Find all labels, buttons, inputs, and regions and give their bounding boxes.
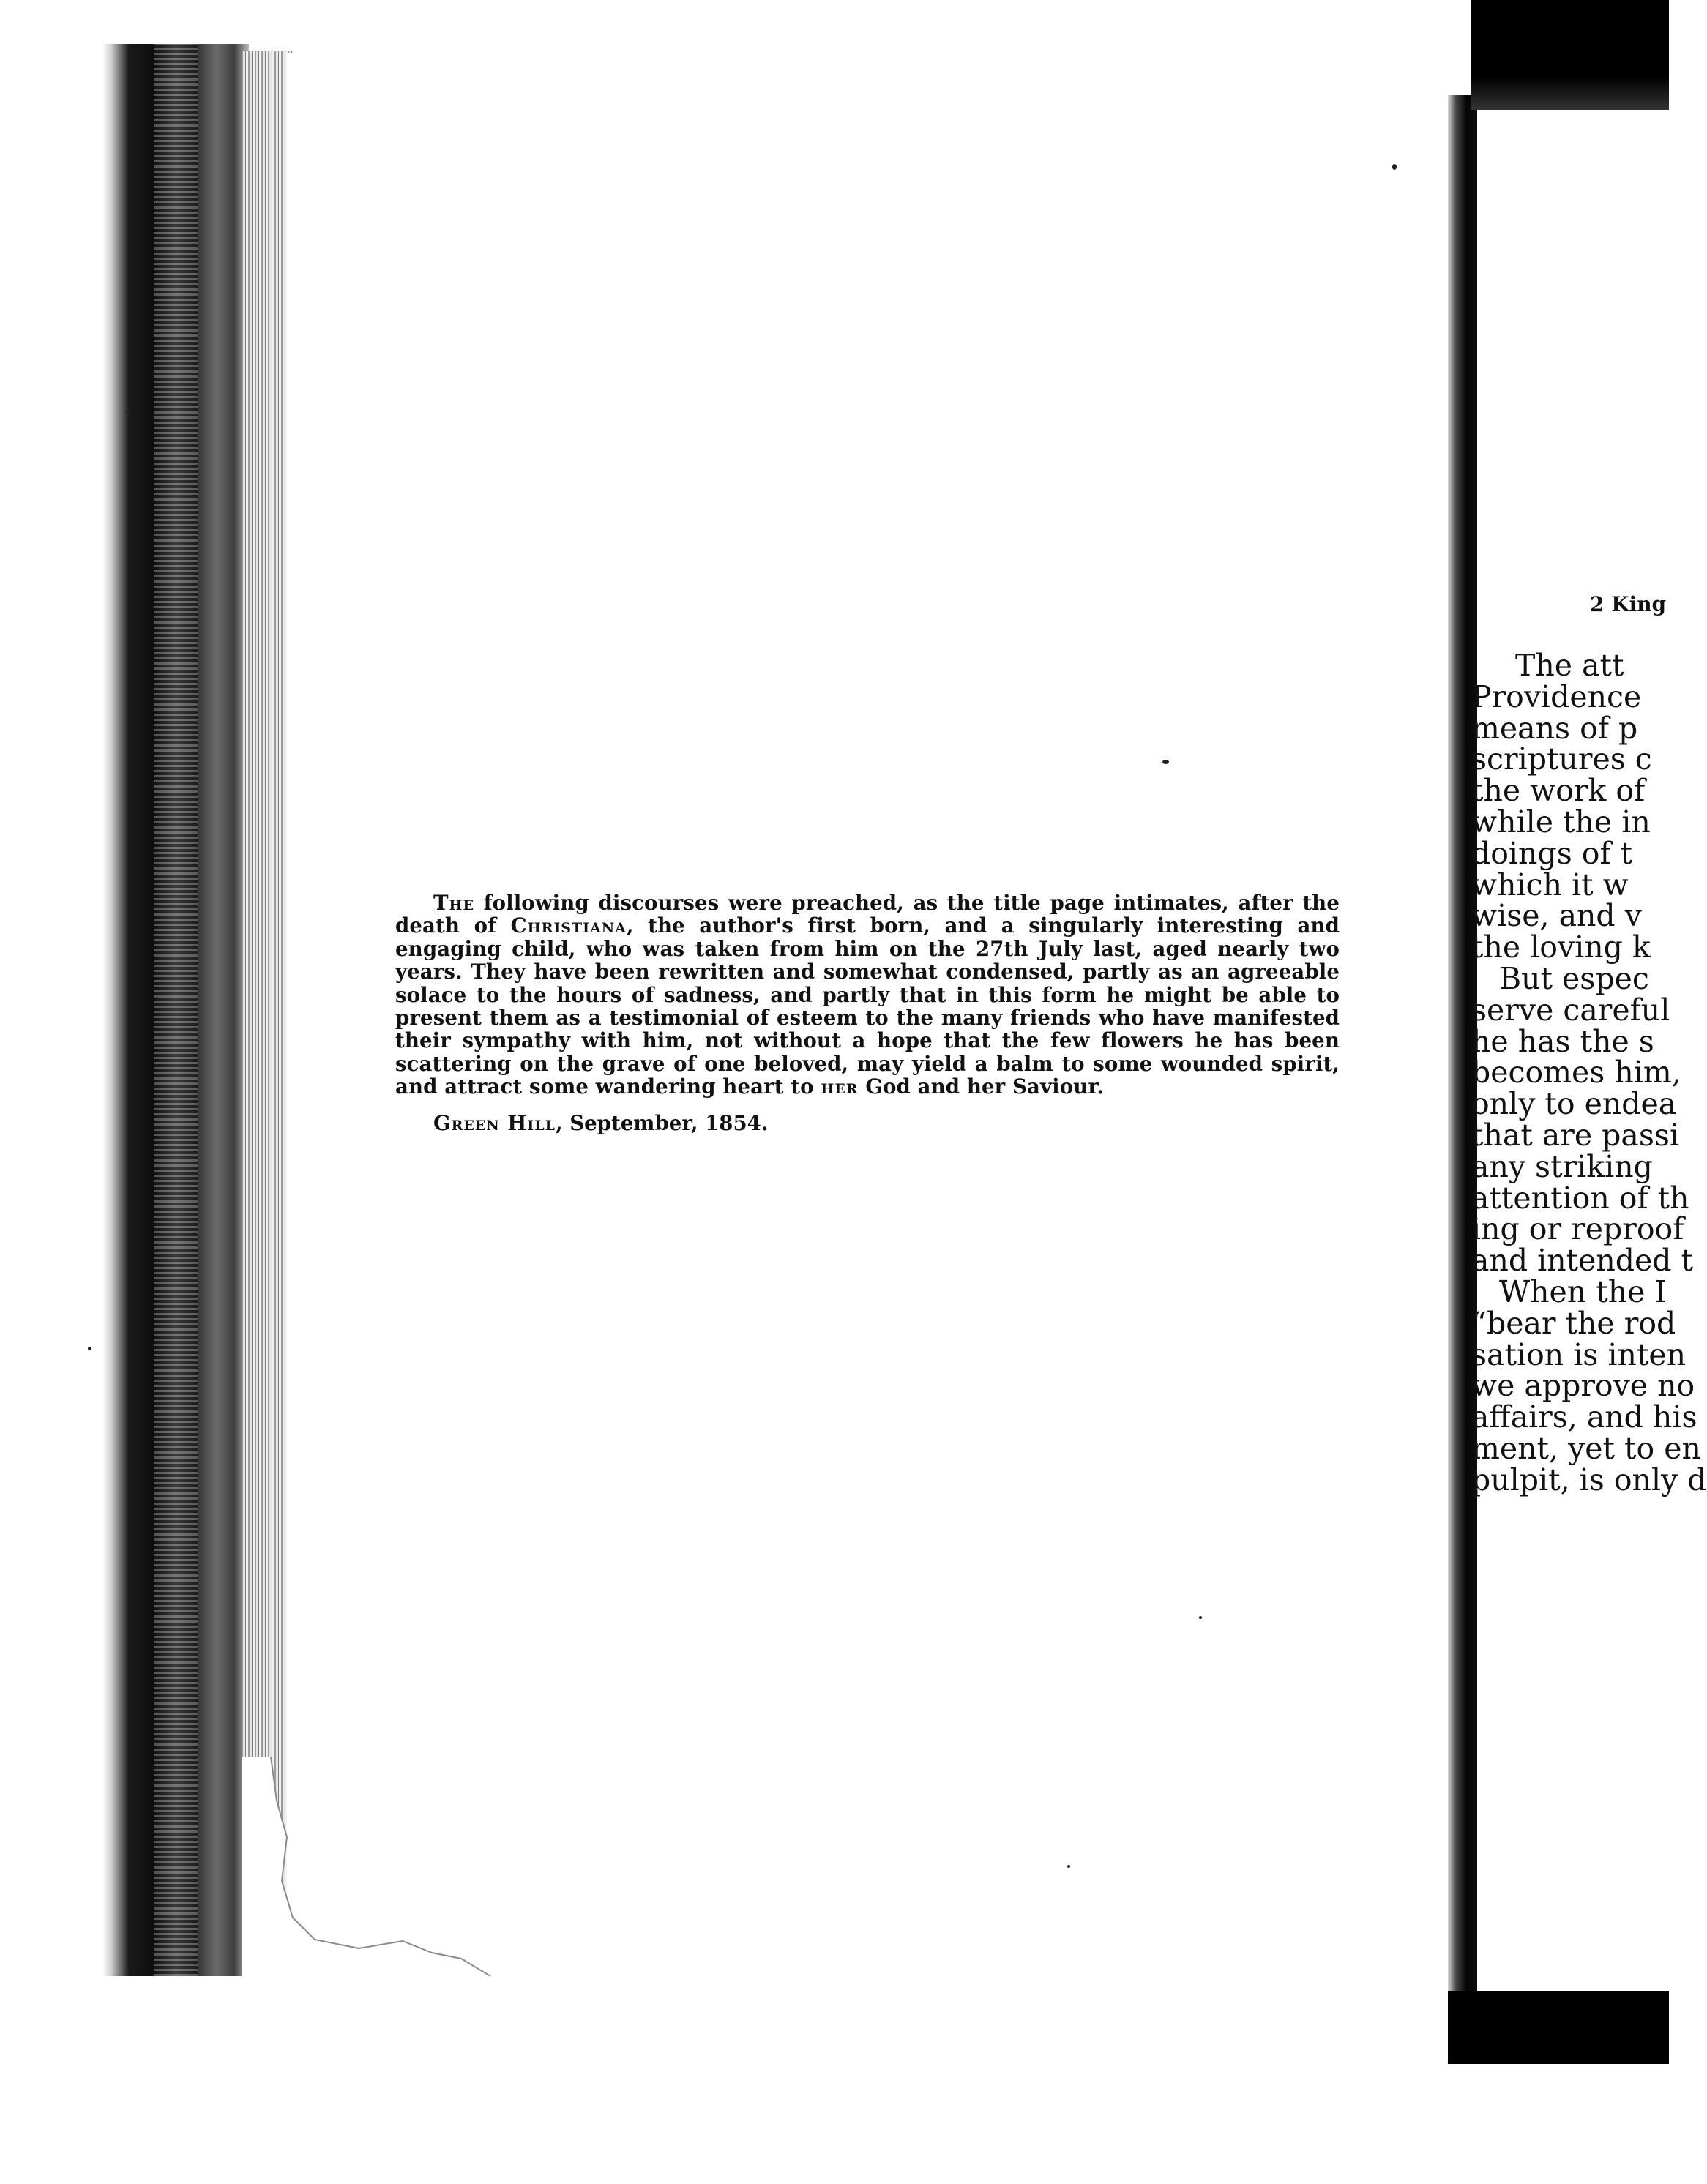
signature-place: Green Hill <box>433 1110 556 1135</box>
right-page-line: while the in <box>1471 804 1651 839</box>
torn-page-edge <box>242 1757 593 1976</box>
right-page-line: affairs, and his <box>1471 1399 1697 1435</box>
right-page-line: becomes him, <box>1471 1055 1681 1091</box>
right-page-line: The att <box>1515 648 1624 683</box>
right-page-line: the loving k <box>1471 930 1651 965</box>
spine-binding-texture <box>154 44 198 1976</box>
scan-speck <box>88 1347 91 1350</box>
scan-speck <box>1392 164 1397 170</box>
preface <box>395 891 1340 1135</box>
right-page-line: When the I <box>1499 1274 1667 1309</box>
right-page-line: scriptures c <box>1471 741 1652 777</box>
scan-speck <box>1067 1865 1070 1868</box>
right-page-line: “bear the rod <box>1471 1305 1676 1341</box>
right-page-line: and intended t <box>1471 1243 1694 1279</box>
scan-speck <box>1199 1616 1202 1619</box>
preface-text-end: God and her Saviour. <box>865 1074 1105 1099</box>
preface-paragraph <box>395 891 1340 1099</box>
scan-background-top <box>1471 0 1669 110</box>
page-stack-edge <box>242 51 293 1969</box>
preface-emphasis: her <box>821 1074 859 1099</box>
right-page-line: But espec <box>1499 961 1649 996</box>
preface-signature <box>433 1112 1340 1135</box>
scan-speck <box>1162 760 1169 764</box>
right-page-line: any striking <box>1471 1148 1653 1184</box>
preface-text-part-2: , the author's first born, and a singularly interesting and engaging child, who was taken from him on the 27th July last, aged nearly two years. They have been rewritten and somewhat condensed, partly as an agreeable solace to the hours of sadness, and partly that in this form he might be able to present them as a testimonial of esteem to the many friends who have manifested their sympathy with him, not without a hope that the few flowers he has been scattering on the grave of one beloved, may yield a balm to some wounded spirit, and attract some wandering heart to <box>395 913 1340 1099</box>
right-page-line: serve careful <box>1471 992 1670 1028</box>
right-page-line: means of p <box>1471 710 1638 746</box>
preface-lead-word: The <box>433 891 474 915</box>
right-page-line: sation is inten <box>1471 1336 1687 1372</box>
right-page-line: only to endea <box>1471 1086 1677 1122</box>
right-page-line: ment, yet to en <box>1471 1431 1701 1466</box>
right-page-line: attention of th <box>1471 1180 1689 1216</box>
right-page-line: doings of t <box>1471 835 1633 871</box>
preface-text-part-1: following discourses were preached, as the title page intimates, after the death of <box>395 891 1340 938</box>
signature-date: , September, 1854. <box>555 1110 769 1135</box>
preface-name: Christiana <box>510 913 627 938</box>
right-page-line: Providence <box>1471 678 1642 714</box>
running-head: 2 King <box>1590 592 1667 616</box>
right-page-line: which it w <box>1471 867 1629 902</box>
right-page-line: he has the s <box>1471 1023 1654 1059</box>
right-page-line: that are passi <box>1471 1118 1680 1153</box>
scan-speck <box>126 410 130 414</box>
right-page-line: we approve no <box>1471 1368 1695 1404</box>
right-page-line: pulpit, is only d <box>1471 1462 1707 1497</box>
right-page-line: wise, and v <box>1471 898 1642 934</box>
right-page-line: the work of <box>1471 773 1646 809</box>
right-page-line: ing or reproof <box>1471 1211 1684 1247</box>
scan-background-bottom <box>1448 1991 1669 2064</box>
